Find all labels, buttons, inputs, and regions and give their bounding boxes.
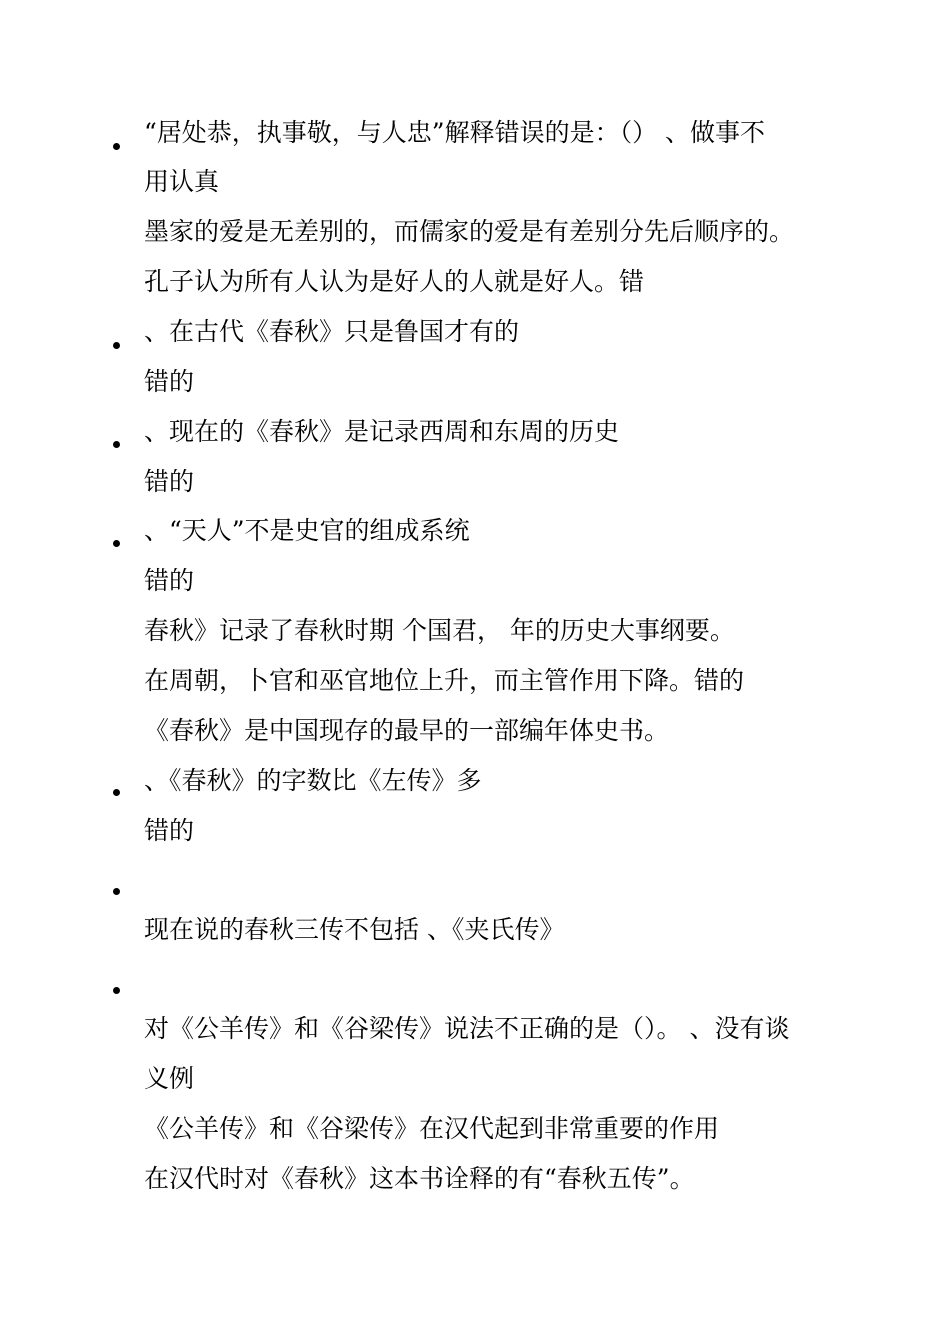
text-line: 错的 xyxy=(144,816,195,845)
text-line: 、现在的《春秋》是记录西周和东周的历史 xyxy=(144,417,620,446)
text-line: 在周朝，卜官和巫官地位上升，而主管作用下降。错的 xyxy=(144,666,745,695)
bullet-icon xyxy=(113,342,120,349)
text-line: 错的 xyxy=(144,566,195,595)
text-line: 《公羊传》和《谷梁传》在汉代起到非常重要的作用 xyxy=(144,1114,720,1143)
bullet-icon xyxy=(113,987,120,994)
text-line: 春秋》记录了春秋时期 个国君， 年的历史大事纲要。 xyxy=(144,616,735,645)
text-line: “居处恭，执事敬，与人忠”解释错误的是：（） 、做事不 xyxy=(144,118,766,147)
text-line: 孔子认为所有人认为是好人的人就是好人。错 xyxy=(144,267,645,296)
text-line: 义例 xyxy=(144,1064,195,1093)
text-line: 错的 xyxy=(144,467,195,496)
text-line: 现在说的春秋三传不包括 、《夹氏传》 xyxy=(144,915,565,944)
text-line: 、“天人”不是史官的组成系统 xyxy=(144,516,470,545)
text-line: 对《公羊传》和《谷梁传》说法不正确的是（）。 、没有谈 xyxy=(144,1014,790,1043)
text-line: 、在古代《春秋》只是鲁国才有的 xyxy=(144,317,520,346)
bullet-icon xyxy=(113,789,120,796)
text-line: 在汉代时对《春秋》这本书诠释的有“春秋五传”。 xyxy=(144,1164,695,1193)
bullet-icon xyxy=(113,441,120,448)
text-line: 用认真 xyxy=(144,167,220,196)
bullet-icon xyxy=(113,143,120,150)
text-line: 错的 xyxy=(144,367,195,396)
text-line: 墨家的爱是无差别的，而儒家的爱是有差别分先后顺序的。 xyxy=(144,217,795,246)
bullet-icon xyxy=(113,888,120,895)
bullet-icon xyxy=(113,540,120,547)
text-line: 《春秋》是中国现存的最早的一部编年体史书。 xyxy=(144,716,670,745)
text-line: 、《春秋》的字数比《左传》多 xyxy=(144,766,482,795)
